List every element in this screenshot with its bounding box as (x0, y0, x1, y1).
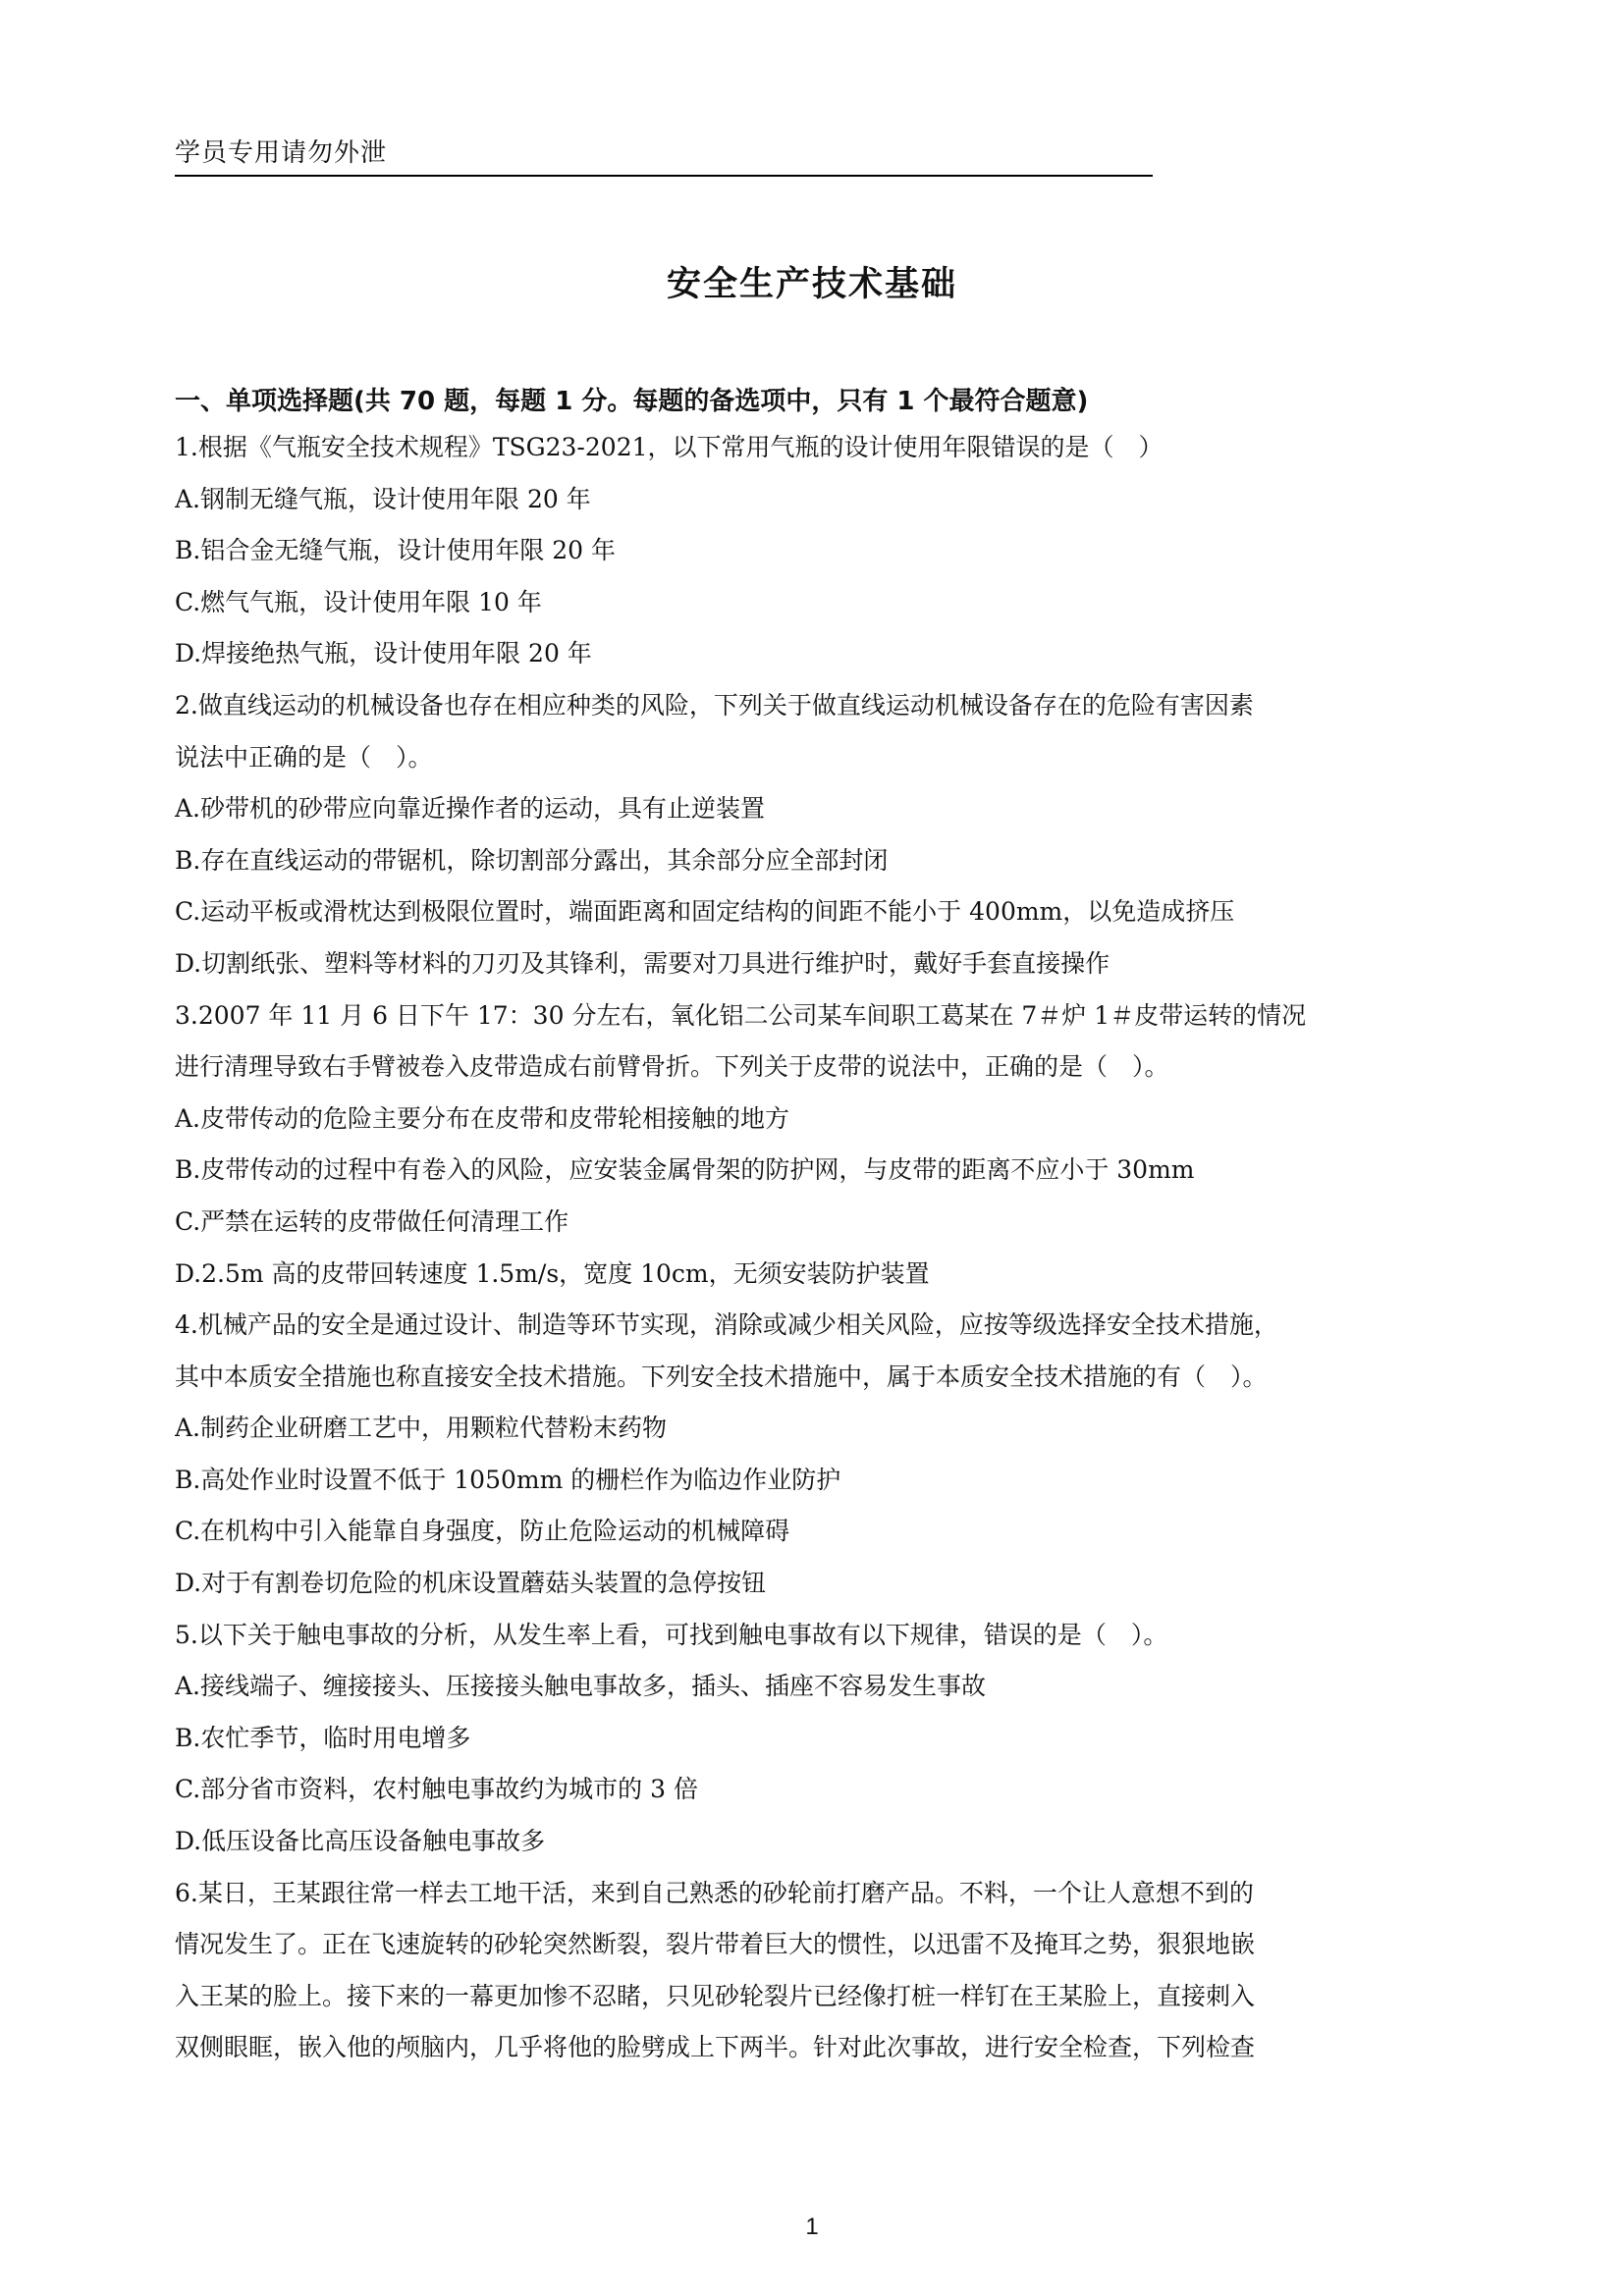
section-heading: 一、单项选择题(共 70 题，每题 1 分。每题的备选项中，只有 1 个最符合题意) (175, 387, 1089, 416)
text-line: B.铝合金无缝气瓶，设计使用年限 20 年 (175, 536, 617, 565)
text-line: A.砂带机的砂带应向靠近操作者的运动，具有止逆装置 (175, 794, 766, 824)
text-line: 双侧眼眶，嵌入他的颅脑内，几乎将他的脸劈成上下两半。针对此次事故，进行安全检查，下列检查 (175, 2033, 1256, 2062)
text-line: A.制药企业研磨工艺中，用颗粒代替粉末药物 (175, 1414, 668, 1443)
text-line: A.钢制无缝气瓶，设计使用年限 20 年 (175, 484, 591, 513)
text-line: A.接线端子、缠接接头、压接接头触电事故多，插头、插座不容易发生事故 (175, 1672, 987, 1701)
text-line: 进行清理导致右手臂被卷入皮带造成右前臂骨折。下列关于皮带的说法中，正确的是（ ）。 (175, 1052, 1169, 1082)
text-line: 入王某的脸上。接下来的一幕更加惨不忍睹，只见砂轮裂片已经像打桩一样钉在王某脸上，直接刺入 (175, 1981, 1256, 2010)
text-line: B.高处作业时设置不低于 1050mm 的栅栏作为临边作业防护 (175, 1465, 841, 1494)
text-line: 说法中正确的是（ ）。 (175, 742, 433, 772)
text-line: 情况发生了。正在飞速旋转的砂轮突然断裂，裂片带着巨大的惯性，以迅雷不及掩耳之势，狠狠地嵌 (175, 1930, 1256, 1959)
page-header (175, 133, 1153, 177)
text-line: 其中本质安全措施也称直接安全技术措施。下列安全技术措施中，属于本质安全技术措施的有（ ）。 (175, 1362, 1268, 1391)
text-line: B.皮带传动的过程中有卷入的风险，应安装金属骨架的防护网，与皮带的距离不应小于 30mm (175, 1155, 1195, 1185)
text-line: D.对于有割卷切危险的机床设置蘑菇头装置的急停按钮 (175, 1569, 767, 1598)
text-line: C.运动平板或滑枕达到极限位置时，端面距离和固定结构的间距不能小于 400mm，以免造成挤压 (175, 897, 1235, 927)
text-line: C.部分省市资料，农村触电事故约为城市的 3 倍 (175, 1775, 698, 1804)
text-line: A.皮带传动的危险主要分布在皮带和皮带轮相接触的地方 (175, 1103, 790, 1133)
text-line: C.燃气气瓶，设计使用年限 10 年 (175, 587, 542, 616)
text-line: B.农忙季节，临时用电增多 (175, 1723, 471, 1752)
page-number: 1 (805, 2214, 819, 2240)
text-line: D.2.5m 高的皮带回转速度 1.5m/s，宽度 10cm，无须安装防护装置 (175, 1258, 930, 1288)
text-line: 6.某日，王某跟往常一样去工地干活，来到自己熟悉的砂轮前打磨产品。不料，一个让人意想不到的 (175, 1878, 1254, 1907)
text-line: D.焊接绝热气瓶，设计使用年限 20 年 (175, 639, 592, 668)
text-line: 4.机械产品的安全是通过设计、制造等环节实现，消除或减少相关风险，应按等级选择安全技术措施， (175, 1310, 1278, 1340)
text-line: 5.以下关于触电事故的分析，从发生率上看，可找到触电事故有以下规律，错误的是（ ）。 (175, 1620, 1168, 1649)
text-line: 2.做直线运动的机械设备也存在相应种类的风险，下列关于做直线运动机械设备存在的危险有害因素 (175, 690, 1254, 720)
text-line: C.在机构中引入能靠自身强度，防止危险运动的机械障碍 (175, 1517, 790, 1546)
document-body (175, 422, 1451, 2074)
document-title: 安全生产技术基础 (666, 265, 957, 304)
text-line: 1.根据《气瓶安全技术规程》TSG23-2021，以下常用气瓶的设计使用年限错误的是（ ） (175, 433, 1164, 461)
text-line: D.低压设备比高压设备触电事故多 (175, 1827, 546, 1856)
text-line: B.存在直线运动的带锯机，除切割部分露出，其余部分应全部封闭 (175, 845, 889, 875)
text-line: D.切割纸张、塑料等材料的刀刃及其锋利，需要对刀具进行维护时，戴好手套直接操作 (175, 948, 1110, 978)
header-text: 学员专用请勿外泄 (175, 138, 388, 168)
text-line: 3.2007 年 11 月 6 日下午 17：30 分左右，氧化铝二公司某车间职工葛某在 7＃炉 1＃皮带运转的情况 (175, 1000, 1307, 1030)
text-line: C.严禁在运转的皮带做任何清理工作 (175, 1206, 569, 1236)
